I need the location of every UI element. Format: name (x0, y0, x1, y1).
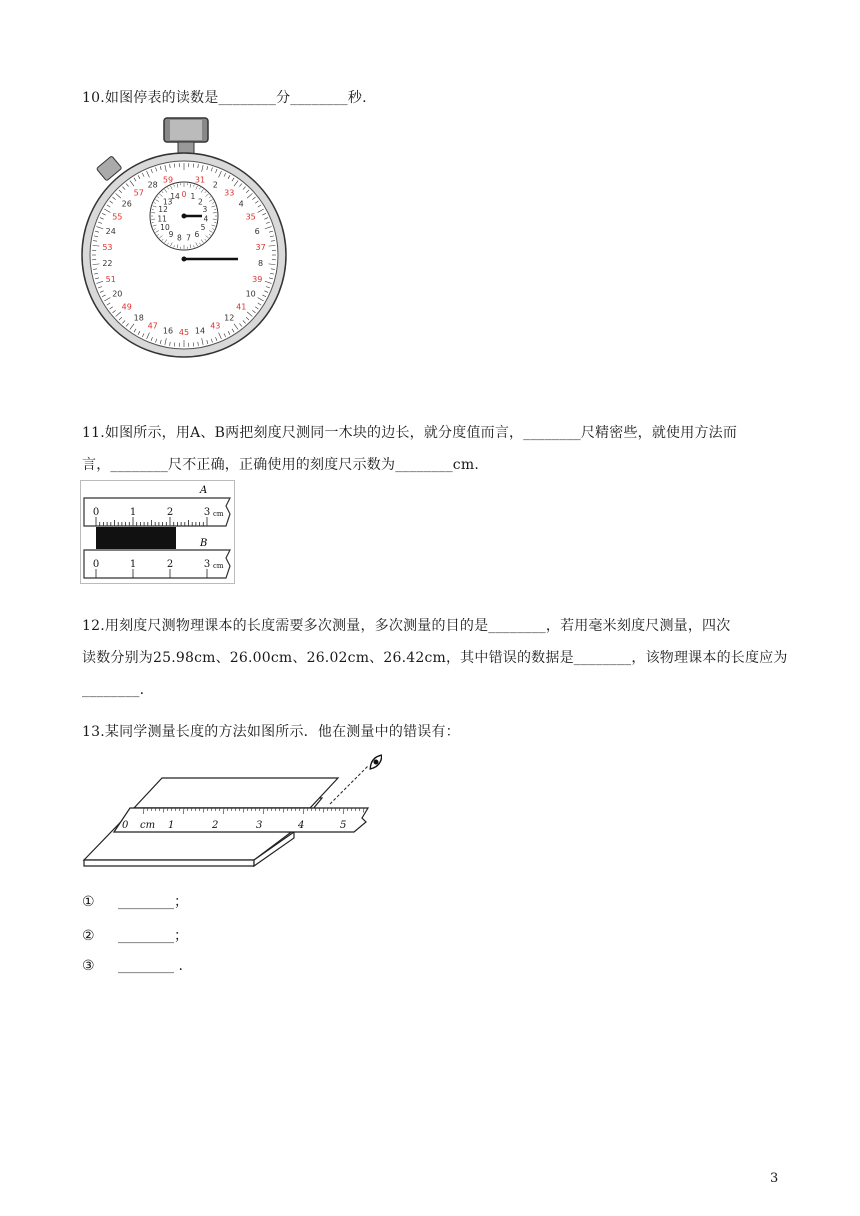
question-10-text: 10.如图停表的读数是________分________秒. (82, 90, 367, 106)
ruler-b-label: B (200, 538, 208, 549)
outer-dial-label: 41 (236, 302, 247, 312)
inner-dial-label: 5 (200, 223, 206, 232)
measure-label: 1 (168, 820, 175, 831)
wood-block (96, 527, 176, 549)
measure-label: 2 (212, 820, 219, 831)
outer-dial-label: 14 (194, 326, 206, 336)
outer-dial-label: 22 (102, 259, 113, 269)
inner-dial-label: 0 (181, 190, 187, 199)
eye-icon (368, 753, 382, 771)
outer-dial-label: 10 (245, 289, 256, 299)
outer-dial-label: 16 (162, 326, 174, 336)
outer-dial-label: 43 (210, 321, 221, 331)
outer-dial-label: 20 (112, 289, 123, 299)
ruler-unit: cm (213, 562, 224, 570)
outer-dial-label: 47 (147, 321, 158, 331)
outer-dial-label: 57 (133, 188, 144, 198)
ruler-number: 0 (92, 559, 100, 570)
question-12-line-1: 12.用刻度尺测物理课本的长度需要多次测量，多次测量的目的是________，若用毫米刻度尺测量，四次 (82, 618, 731, 634)
outer-dial-label: 37 (255, 242, 266, 252)
measure-label: 3 (256, 820, 263, 831)
outer-dial-label: 24 (105, 227, 116, 237)
answer-13-1 (82, 891, 188, 911)
inner-dial-label: 14 (170, 191, 180, 201)
ruler-number: 1 (129, 559, 137, 570)
inner-dial-label: 13 (162, 197, 173, 207)
question-11 (82, 417, 782, 481)
inner-dial-label: 1 (190, 191, 196, 201)
measure-label: 5 (340, 820, 347, 831)
answer-13-2-blank: ________； (118, 928, 188, 944)
outer-dial-label: 51 (105, 274, 116, 284)
inner-dial-label: 9 (168, 229, 174, 239)
answer-13-1-blank: ________； (118, 894, 188, 910)
answer-13-1-number: ① (82, 894, 95, 910)
inner-dial-label: 12 (158, 205, 168, 215)
question-11-line-1: 11.如图所示，用A、B两把刻度尺测同一木块的边长，就分度值而言，________尺精密些，就使用方法而 (82, 425, 738, 441)
inner-dial-label: 6 (194, 229, 200, 239)
outer-dial-label: 35 (245, 212, 256, 222)
inner-dial-label: 2 (197, 197, 203, 207)
outer-dial-label: 31 (194, 175, 206, 185)
measure-label: 4 (298, 820, 305, 831)
outer-dial-label: 45 (178, 328, 190, 337)
question-12 (82, 610, 788, 706)
answer-13-3 (82, 958, 183, 974)
ruler-number: 1 (129, 507, 137, 518)
ruler-unit: cm (213, 510, 224, 518)
question-12-line-3: ________. (82, 682, 145, 698)
outer-dial-label: 2 (212, 180, 218, 190)
outer-dial-label: 26 (121, 199, 132, 209)
outer-dial-label: 28 (147, 180, 158, 190)
inner-dial-label: 7 (186, 233, 191, 243)
outer-dial-label: 53 (102, 242, 113, 252)
inner-dial-label: 10 (160, 223, 170, 232)
ruler-number: 2 (166, 507, 174, 518)
inner-dial-label: 4 (203, 214, 209, 224)
question-13-text: 13.某同学测量长度的方法如图所示．他在测量中的错误有： (82, 724, 460, 740)
outer-dial-label: 33 (224, 188, 235, 198)
measure-label: 0 (122, 820, 129, 831)
answer-13-3-number: ③ (82, 958, 95, 974)
ruler-number: 0 (92, 507, 100, 518)
answer-13-2 (82, 925, 188, 945)
rulers-figure (80, 480, 235, 584)
page-number: 3 (770, 1171, 779, 1186)
outer-dial-label: 39 (252, 274, 263, 284)
outer-dial-label: 4 (238, 199, 244, 209)
measurement-figure (82, 752, 382, 882)
inner-dial-label: 3 (202, 205, 208, 215)
outer-dial-label: 6 (254, 227, 260, 237)
ruler-number: 3 (203, 507, 211, 518)
question-11-line-2: 言，________尺不正确，正确使用的刻度尺示数为________cm. (82, 457, 479, 473)
ruler-number: 2 (166, 559, 174, 570)
ruler-a-label: A (200, 485, 208, 496)
outer-dial-label: 55 (112, 212, 123, 222)
inner-dial-label: 8 (177, 233, 182, 243)
answer-13-3-blank: ________ . (118, 958, 183, 974)
question-10 (82, 88, 782, 108)
outer-dial-label: 12 (224, 313, 235, 323)
outer-dial-label: 8 (258, 259, 264, 269)
outer-dial-label: 18 (133, 313, 144, 323)
ruler-number: 3 (203, 559, 211, 570)
outer-dial-label: 49 (121, 302, 132, 312)
question-13 (82, 722, 782, 742)
inner-dial-label: 11 (157, 214, 167, 224)
measure-label: cm (140, 820, 156, 831)
stopwatch-figure (78, 115, 298, 365)
answer-13-2-number: ② (82, 928, 95, 944)
sight-line (330, 766, 368, 804)
outer-dial-label: 59 (162, 175, 174, 185)
question-12-line-2: 读数分别为25.98cm、26.00cm、26.02cm、26.42cm，其中错误的数据是________，该物理课本的长度应为 (82, 650, 788, 666)
